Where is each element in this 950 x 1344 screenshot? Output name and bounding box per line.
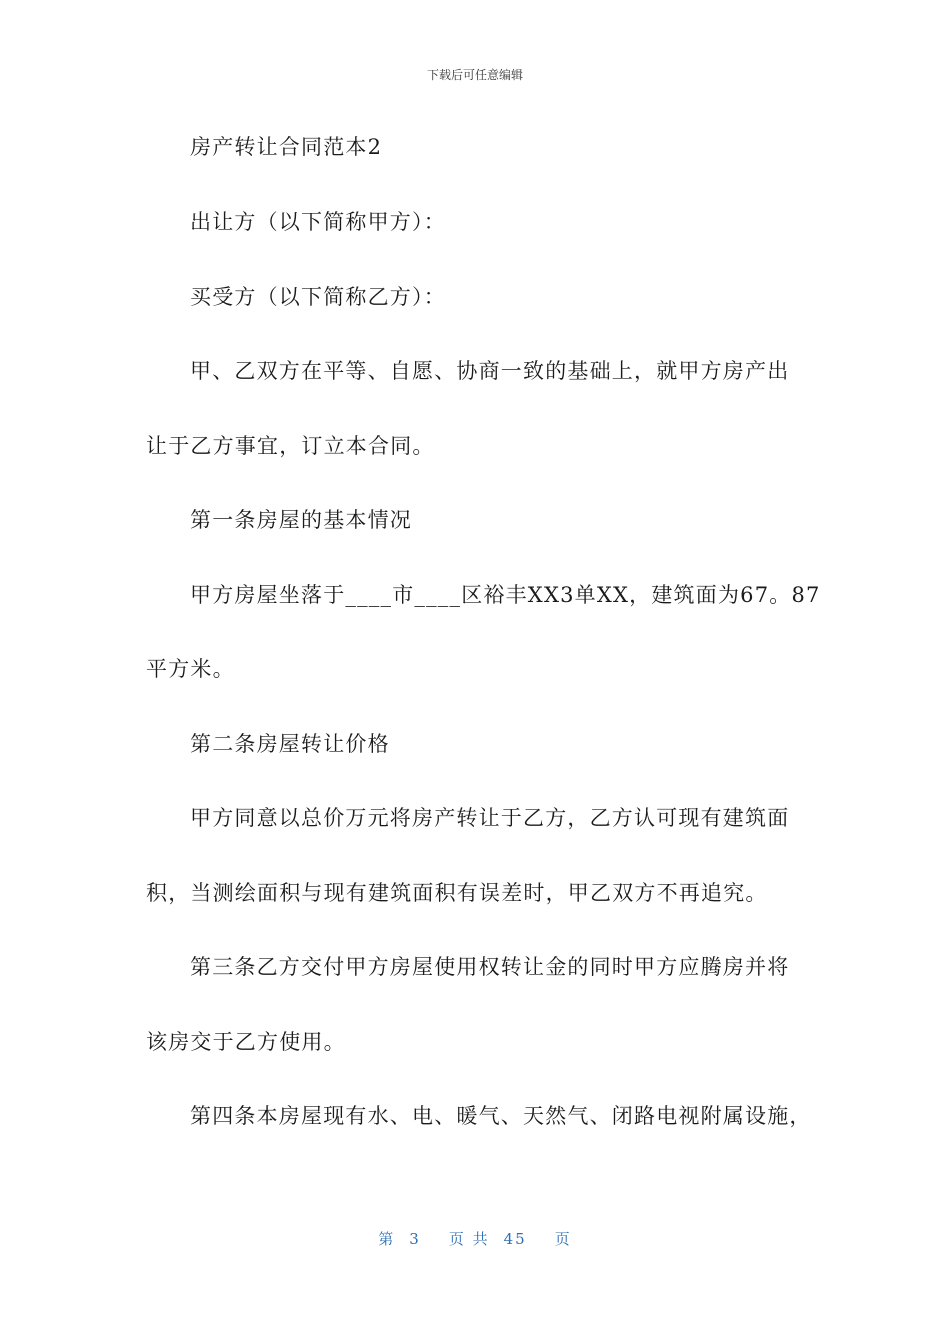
paragraph-line: 该房交于乙方使用。	[146, 1030, 346, 1054]
article-heading: 第一条房屋的基本情况	[190, 508, 412, 532]
page-footer	[0, 1228, 950, 1249]
current-page-number: 3	[409, 1230, 421, 1248]
page-suffix: 页	[554, 1230, 572, 1248]
total-pages: 45	[503, 1230, 527, 1248]
page-mid: 页 共	[448, 1230, 490, 1248]
page-prefix: 第	[378, 1230, 396, 1248]
paragraph-line: 第四条本房屋现有水、电、暖气、天然气、闭路电视附属设施，	[190, 1104, 812, 1128]
buyer-line: 买受方（以下简称乙方）：	[190, 285, 446, 309]
paragraph-line: 甲方同意以总价万元将房产转让于乙方，乙方认可现有建筑面	[190, 806, 790, 830]
document-title: 房产转让合同范本2	[190, 135, 383, 159]
paragraph-line: 第三条乙方交付甲方房屋使用权转让金的同时甲方应腾房并将	[190, 955, 790, 979]
paragraph-line: 甲方房屋坐落于____市____区裕丰XX3单XX，建筑面为67。87	[190, 583, 821, 607]
article-heading: 第二条房屋转让价格	[190, 732, 390, 756]
paragraph-line: 积，当测绘面积与现有建筑面积有误差时，甲乙双方不再追究。	[146, 881, 768, 905]
paragraph-line: 甲、乙双方在平等、自愿、协商一致的基础上，就甲方房产出	[190, 359, 790, 383]
header-note: 下载后可任意编辑	[426, 68, 523, 82]
paragraph-line: 平方米。	[146, 657, 235, 681]
paragraph-line: 让于乙方事宜，订立本合同。	[146, 434, 435, 458]
seller-line: 出让方（以下简称甲方）：	[190, 210, 446, 234]
